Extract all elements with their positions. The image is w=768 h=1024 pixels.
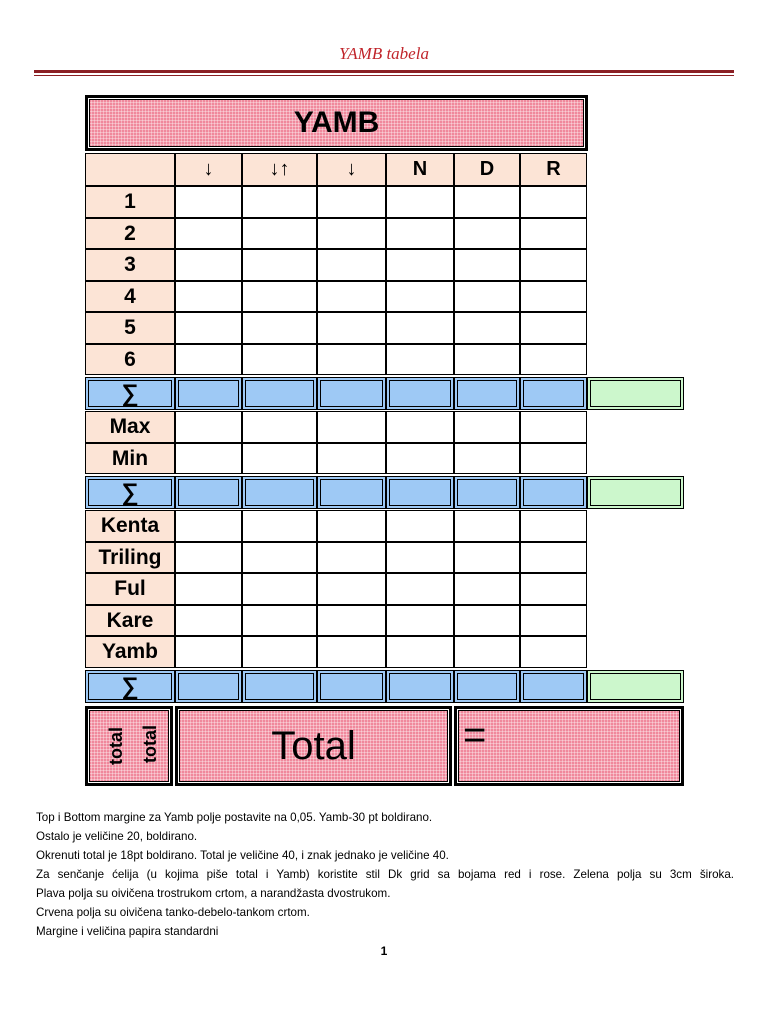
score-cell[interactable] xyxy=(242,312,317,344)
yamb-title-cell: YAMB xyxy=(85,95,588,151)
total-value-cell[interactable] xyxy=(454,706,684,786)
row-label-triling: Triling xyxy=(85,542,175,573)
score-cell[interactable] xyxy=(454,542,520,573)
row-label-kare: Kare xyxy=(85,605,175,636)
score-cell[interactable] xyxy=(454,605,520,636)
score-cell[interactable] xyxy=(175,573,242,605)
score-cell[interactable] xyxy=(386,281,454,312)
score-cell[interactable] xyxy=(242,249,317,281)
score-cell[interactable] xyxy=(454,443,520,474)
score-cell[interactable] xyxy=(242,411,317,443)
row-label-ful: Ful xyxy=(85,573,175,605)
page-number: 1 xyxy=(380,944,388,958)
page-header-title: YAMB tabela xyxy=(339,44,429,63)
score-cell[interactable] xyxy=(386,542,454,573)
score-cell[interactable] xyxy=(175,281,242,312)
row-label-1: 1 xyxy=(85,186,175,218)
sum-row-label-1: ∑ xyxy=(85,377,175,410)
column-header-1: ↓ xyxy=(175,153,242,186)
sum-row-label-3: ∑ xyxy=(85,670,175,703)
score-cell[interactable] xyxy=(317,218,386,249)
score-cell[interactable] xyxy=(317,249,386,281)
row-label-2: 2 xyxy=(85,218,175,249)
sum-cell[interactable] xyxy=(317,670,386,703)
score-cell[interactable] xyxy=(386,411,454,443)
note-line: Ostalo je veličine 20, boldirano. xyxy=(36,830,198,843)
sum-cell[interactable] xyxy=(454,670,520,703)
score-cell[interactable] xyxy=(317,312,386,344)
sum-total-cell[interactable] xyxy=(587,476,684,509)
score-cell[interactable] xyxy=(386,312,454,344)
score-cell[interactable] xyxy=(317,605,386,636)
score-cell[interactable] xyxy=(175,218,242,249)
score-cell[interactable] xyxy=(175,186,242,218)
sum-cell[interactable] xyxy=(520,377,587,410)
score-cell[interactable] xyxy=(454,312,520,344)
score-cell[interactable] xyxy=(386,218,454,249)
vertical-total-cell xyxy=(85,706,173,786)
score-cell[interactable] xyxy=(454,218,520,249)
score-cell[interactable] xyxy=(520,443,587,474)
note-line: Okrenuti total je 18pt boldirano. Total je veličine 40, i znak jednako je veličine 40. xyxy=(36,849,449,862)
score-cell[interactable] xyxy=(520,186,587,218)
sum-cell[interactable] xyxy=(386,670,454,703)
score-cell[interactable] xyxy=(520,312,587,344)
score-cell[interactable] xyxy=(520,218,587,249)
sum-cell[interactable] xyxy=(175,476,242,509)
score-cell[interactable] xyxy=(175,542,242,573)
sum-cell[interactable] xyxy=(386,377,454,410)
row-label-max: Max xyxy=(85,411,175,443)
score-cell[interactable] xyxy=(454,636,520,668)
score-cell[interactable] xyxy=(520,411,587,443)
note-line: Margine i veličina papira standardni xyxy=(36,925,219,938)
score-cell[interactable] xyxy=(175,344,242,375)
note-line: Top i Bottom margine za Yamb polje postavite na 0,05. Yamb-30 pt boldirano. xyxy=(36,811,433,824)
score-cell[interactable] xyxy=(242,344,317,375)
note-line: Crvena polja su oivičena tanko-debelo-tankom crtom. xyxy=(36,906,310,919)
score-cell[interactable] xyxy=(520,344,587,375)
score-cell[interactable] xyxy=(175,249,242,281)
score-cell[interactable] xyxy=(520,281,587,312)
row-label-5: 5 xyxy=(85,312,175,344)
sum-total-cell[interactable] xyxy=(587,670,684,703)
score-cell[interactable] xyxy=(175,312,242,344)
score-cell[interactable] xyxy=(454,510,520,542)
score-cell[interactable] xyxy=(242,636,317,668)
column-header-5: D xyxy=(454,153,520,186)
column-header-2: ↓↑ xyxy=(242,153,317,186)
score-cell[interactable] xyxy=(317,281,386,312)
row-label-4: 4 xyxy=(85,281,175,312)
row-label-min: Min xyxy=(85,443,175,474)
score-cell[interactable] xyxy=(386,249,454,281)
score-cell[interactable] xyxy=(386,443,454,474)
score-cell[interactable] xyxy=(242,218,317,249)
header-rule-thin xyxy=(34,75,734,76)
score-cell[interactable] xyxy=(242,186,317,218)
row-label-6: 6 xyxy=(85,344,175,375)
row-label-3: 3 xyxy=(85,249,175,281)
score-cell[interactable] xyxy=(386,636,454,668)
row-label-kenta: Kenta xyxy=(85,510,175,542)
score-cell[interactable] xyxy=(242,605,317,636)
score-cell[interactable] xyxy=(454,573,520,605)
score-cell[interactable] xyxy=(520,573,587,605)
header-corner-cell xyxy=(85,153,175,186)
score-cell[interactable] xyxy=(454,281,520,312)
header-rule xyxy=(34,70,734,73)
row-label-yamb: Yamb xyxy=(85,636,175,668)
sum-cell[interactable] xyxy=(520,670,587,703)
equals-sign: = xyxy=(463,713,487,757)
score-cell[interactable] xyxy=(386,573,454,605)
score-cell[interactable] xyxy=(175,636,242,668)
sum-cell[interactable] xyxy=(175,377,242,410)
sum-total-cell[interactable] xyxy=(587,377,684,410)
score-cell[interactable] xyxy=(520,636,587,668)
score-cell[interactable] xyxy=(242,510,317,542)
sum-cell[interactable] xyxy=(454,476,520,509)
vertical-total-label: total xyxy=(106,727,126,765)
score-cell[interactable] xyxy=(386,605,454,636)
score-cell[interactable] xyxy=(317,186,386,218)
score-cell[interactable] xyxy=(317,411,386,443)
sum-row-label-2: ∑ xyxy=(85,476,175,509)
sum-cell[interactable] xyxy=(242,670,317,703)
score-cell[interactable] xyxy=(454,344,520,375)
score-cell[interactable] xyxy=(175,411,242,443)
score-cell[interactable] xyxy=(317,443,386,474)
score-cell[interactable] xyxy=(175,605,242,636)
score-cell[interactable] xyxy=(454,186,520,218)
score-cell[interactable] xyxy=(520,605,587,636)
column-header-6: R xyxy=(520,153,587,186)
score-cell[interactable] xyxy=(386,186,454,218)
score-cell[interactable] xyxy=(242,573,317,605)
score-cell[interactable] xyxy=(317,573,386,605)
score-cell[interactable] xyxy=(454,411,520,443)
score-cell[interactable] xyxy=(386,344,454,375)
sum-cell[interactable] xyxy=(242,476,317,509)
sum-cell[interactable] xyxy=(242,377,317,410)
sum-cell[interactable] xyxy=(317,377,386,410)
sum-cell[interactable] xyxy=(454,377,520,410)
column-header-3: ↓ xyxy=(317,153,386,186)
score-cell[interactable] xyxy=(520,510,587,542)
score-cell[interactable] xyxy=(454,249,520,281)
sum-cell[interactable] xyxy=(520,476,587,509)
score-cell[interactable] xyxy=(242,542,317,573)
score-cell[interactable] xyxy=(520,249,587,281)
score-cell[interactable] xyxy=(317,542,386,573)
note-line: Plava polja su oivičena trostrukom crtom, a narandžasta dvostrukom. xyxy=(36,887,391,900)
total-label-cell: Total xyxy=(175,706,452,786)
score-cell[interactable] xyxy=(317,344,386,375)
score-cell[interactable] xyxy=(242,443,317,474)
score-cell[interactable] xyxy=(317,636,386,668)
note-line: Za senčanje ćelija (u kojima piše total i Yamb) koristite stil Dk grid sa bojama red i rose. Zelena polja su 3cm široka. xyxy=(36,868,734,881)
sum-cell[interactable] xyxy=(317,476,386,509)
instructions xyxy=(36,808,734,941)
score-cell[interactable] xyxy=(317,510,386,542)
sum-cell[interactable] xyxy=(175,670,242,703)
column-header-4: N xyxy=(386,153,454,186)
score-cell[interactable] xyxy=(175,443,242,474)
score-cell[interactable] xyxy=(386,510,454,542)
score-cell[interactable] xyxy=(520,542,587,573)
score-cell[interactable] xyxy=(175,510,242,542)
vertical-total-label: total xyxy=(140,725,160,763)
sum-cell[interactable] xyxy=(386,476,454,509)
score-cell[interactable] xyxy=(242,281,317,312)
